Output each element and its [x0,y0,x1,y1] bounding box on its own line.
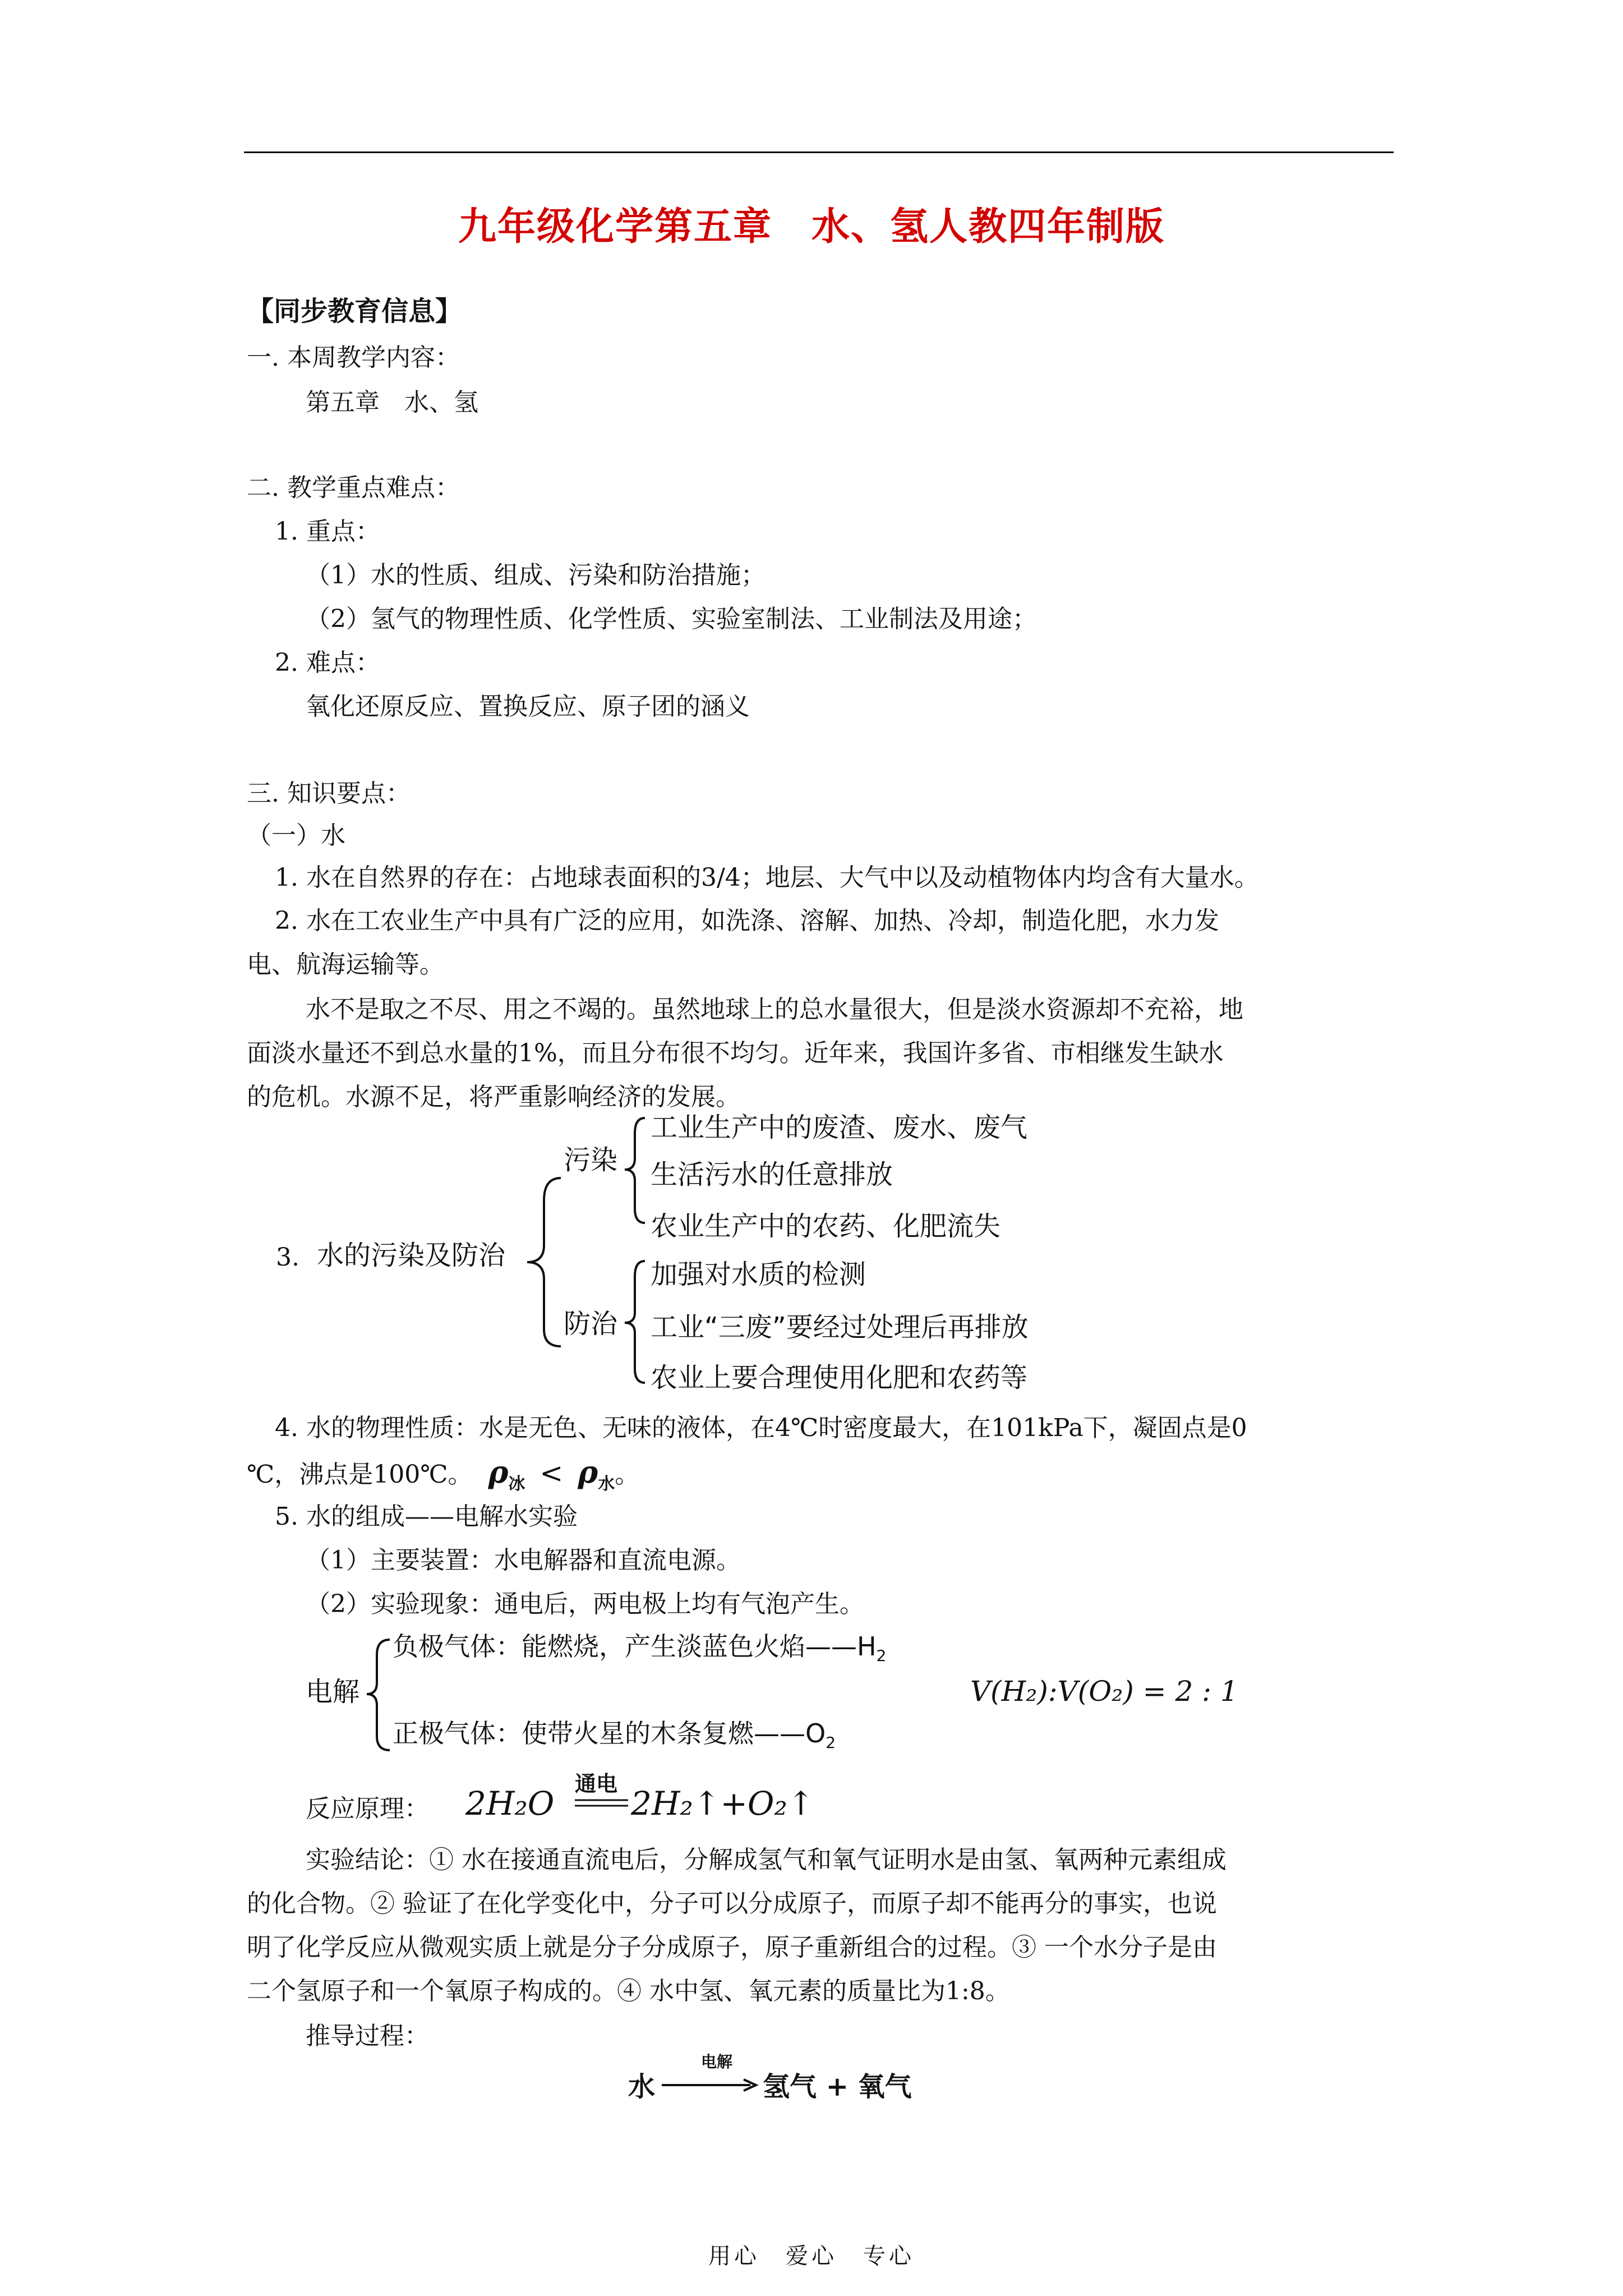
density-end: 。 [615,1460,640,1489]
conclusion-l1: 实验结论：① 水在接通直流电后，分解成氢气和氧气证明水是由氢、氧两种元素组成 [306,1846,1227,1874]
pollution-main-brace [522,1167,589,1402]
s3-item2-l1: 2. 水在工农业生产中具有广泛的应用，如洗涤、溶解、加热、冷却，制造化肥，水力发 [275,907,1219,935]
pollution-branch1: 污染 [564,1144,618,1176]
conclusion-l3: 明了化学反应从微观实质上就是分子分成原子，原子重新组合的过程。③ 一个水分子是由 [247,1933,1217,1962]
electrolysis-pos-text: 正极气体：使带火星的木条复燃——O [393,1718,826,1749]
conclusion-l4: 二个氢原子和一个氧原子构成的。④ 水中氢、氧元素的质量比为1:8。 [247,1977,1010,2005]
rho-ice-sub: 冰 [508,1474,525,1494]
electrolysis-neg [393,1630,886,1673]
rho-water-sub: 水 [598,1474,615,1494]
electrolysis-neg-sub: 2 [876,1646,887,1665]
derivation-arrow [661,2077,759,2093]
item4-l2-text: ℃，沸点是100℃。 [247,1460,473,1489]
s3-para-l1: 水不是取之不尽、用之不竭的。虽然地球上的总水量很大，但是淡水资源却不充裕，地 [306,995,1243,1024]
s2-p1: 1. 重点： [275,517,380,546]
reaction-right: 2H₂↑+O₂↑ [631,1784,815,1823]
pollution-b2-item-1: 工业“三废”要经过处理后再排放 [651,1312,1029,1343]
reaction-label: 反应原理： [306,1795,429,1823]
pollution-b1-item-1: 生活污水的任意排放 [651,1159,893,1190]
reaction-condition: 通电 [575,1771,618,1796]
item5-a: （1）主要装置：水电解器和直流电源。 [306,1546,741,1575]
s3-item1: 1. 水在自然界的存在：占地球表面积的3/4；地层、大气中以及动植物体内均含有大量水。 [275,863,1259,892]
s3-para-l3: 的危机。水源不足，将严重影响经济的发展。 [247,1083,740,1111]
derivation-right: 氢气 + 氧气 [763,2071,912,2102]
page-footer: 用心 爱心 专心 [708,2243,915,2269]
derivation-left: 水 [628,2071,656,2102]
rho-water: ρ [578,1454,598,1490]
pollution-b1-item-0: 工业生产中的废渣、废水、废气 [651,1112,1028,1143]
pollution-root: 水的污染及防治 [317,1240,506,1271]
section-header: 【同步教育信息】 [247,296,463,327]
page-title: 九年级化学第五章 水、氢人教四年制版 [458,204,1165,249]
less-than: < [540,1457,564,1489]
electrolysis-neg-text: 负极气体：能燃烧，产生淡蓝色火焰——H [393,1631,877,1662]
pollution-b1-item-2: 农业生产中的农药、化肥流失 [651,1211,1001,1242]
header-rule [244,151,1394,153]
derivation-label: 推导过程： [306,2022,429,2050]
item4-l1: 4. 水的物理性质：水是无色、无味的液体，在4℃时密度最大，在101kPa下，凝固点是0 [275,1414,1247,1442]
item4-l2 [247,1455,639,1501]
pollution-num: 3. [276,1243,299,1272]
reaction-equals [575,1798,628,1809]
conclusion-l2: 的化合物。② 验证了在化学变化中，分子可以分成原子，而原子却不能再分的事实，也说 [247,1889,1217,1918]
s1-heading: 一. 本周教学内容： [247,343,460,372]
electrolysis-pos [393,1717,836,1760]
s2-p1b: （2）氢气的物理性质、化学性质、实验室制法、工业制法及用途； [306,605,1037,633]
pollution-b2-item-0: 加强对水质的检测 [651,1259,866,1290]
s2-p1a: （1）水的性质、组成、污染和防治措施； [306,561,766,590]
electrolysis-pos-sub: 2 [826,1733,836,1752]
s2-heading: 二. 教学重点难点： [247,473,460,502]
s2-p2a: 氧化还原反应、置换反应、原子团的涵义 [306,692,750,721]
s1-content: 第五章 水、氢 [306,388,478,417]
s3-para-l2: 面淡水量还不到总水量的1%，而且分布很不均匀。近年来，我国许多省、市相继发生缺水 [247,1039,1224,1068]
item5-heading: 5. 水的组成——电解水实验 [275,1502,578,1531]
electrolysis-ratio: V(H₂):V(O₂) = 2 : 1 [970,1675,1238,1708]
electrolysis-root: 电解 [306,1676,360,1708]
pollution-b2-item-2: 农业上要合理使用化肥和农药等 [651,1362,1028,1393]
rho-ice: ρ [488,1454,509,1490]
s2-p2: 2. 难点： [275,648,380,677]
s3-item2-l2: 电、航海运输等。 [247,950,444,979]
s3-sub1: （一）水 [247,821,345,850]
derivation-condition: 电解 [701,2053,733,2071]
item5-b: （2）实验现象：通电后，两电极上均有气泡产生。 [306,1590,864,1618]
pollution-branch2: 防治 [564,1308,618,1340]
s3-heading: 三. 知识要点： [247,779,411,808]
reaction-left: 2H₂O [465,1784,555,1823]
